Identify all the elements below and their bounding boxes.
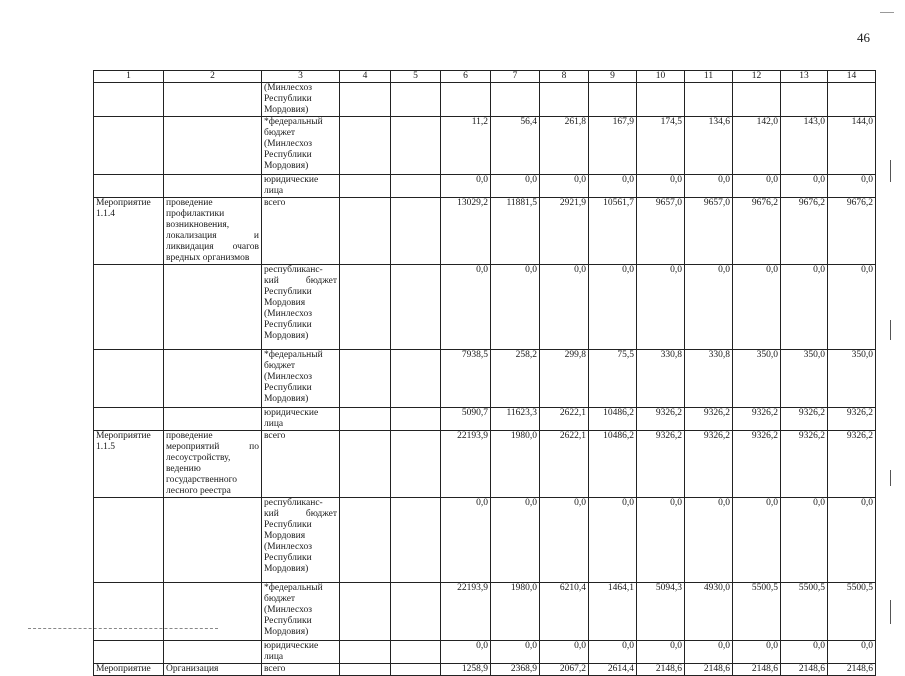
table-row [94,350,876,408]
funding-source-cell: всего [262,198,340,265]
funding-source-cell: *федеральный бюджет (Минлесхоз Республики Мордовия) [262,583,340,641]
value-cell: 2622,1 [540,431,589,498]
value-cell: 167,9 [589,117,637,175]
value-cell: 2921,9 [540,198,589,265]
funding-source-cell: всего [262,664,340,676]
description-cell [164,175,262,198]
value-cell: 2067,2 [540,664,589,676]
value-cell: 2148,6 [828,664,876,676]
value-cell: 1464,1 [589,583,637,641]
value-cell: 2614,4 [589,664,637,676]
value-cell: 1258,9 [441,664,491,676]
description-cell: проведение мероприятий по лесоустройству, ведению государственного лесного реестра [164,431,262,498]
value-cell: 0,0 [589,265,637,350]
empty-cell [391,117,441,175]
value-cell: 9657,0 [685,198,733,265]
value-cell: 0,0 [781,498,828,583]
empty-cell [340,198,391,265]
value-cell: 9326,2 [781,431,828,498]
value-cell [441,83,491,117]
value-cell [733,83,781,117]
description-cell: проведение профилактики возникновения, локализация и ликвидация очагов вредных организмов [164,198,262,265]
column-number-row [94,71,876,83]
column-header: 11 [685,71,733,83]
value-cell: 0,0 [733,265,781,350]
empty-cell [391,431,441,498]
scan-edge-mark [890,320,891,340]
value-cell: 2622,1 [540,408,589,431]
value-cell: 13029,2 [441,198,491,265]
column-header: 14 [828,71,876,83]
value-cell: 2148,6 [637,664,685,676]
measure-cell [94,498,164,583]
value-cell: 10561,7 [589,198,637,265]
value-cell: 144,0 [828,117,876,175]
value-cell: 10486,2 [589,408,637,431]
funding-source-cell: юридические лица [262,408,340,431]
description-cell [164,350,262,408]
empty-cell [391,498,441,583]
value-cell: 0,0 [733,498,781,583]
value-cell: 0,0 [540,175,589,198]
description-cell [164,583,262,641]
value-cell: 5500,5 [828,583,876,641]
table-row [94,583,876,641]
value-cell: 0,0 [637,265,685,350]
empty-cell [391,350,441,408]
value-cell: 143,0 [781,117,828,175]
measure-cell [94,583,164,641]
measure-cell [94,408,164,431]
column-header: 2 [164,71,262,83]
value-cell: 0,0 [781,175,828,198]
value-cell: 350,0 [781,350,828,408]
value-cell: 0,0 [828,265,876,350]
value-cell: 10486,2 [589,431,637,498]
table-row [94,265,876,350]
value-cell: 0,0 [637,175,685,198]
value-cell: 9326,2 [637,431,685,498]
empty-cell [340,83,391,117]
column-header: 6 [441,71,491,83]
value-cell [828,83,876,117]
value-cell: 9326,2 [733,431,781,498]
value-cell: 0,0 [491,175,540,198]
empty-cell [391,408,441,431]
table-row [94,498,876,583]
scan-edge-mark [890,160,891,182]
value-cell: 134,6 [685,117,733,175]
value-cell: 9326,2 [685,431,733,498]
value-cell: 5090,7 [441,408,491,431]
table-row [94,83,876,117]
value-cell: 75,5 [589,350,637,408]
value-cell: 142,0 [733,117,781,175]
empty-cell [340,265,391,350]
value-cell: 6210,4 [540,583,589,641]
funding-source-cell: республиканс-кий бюджет Республики Мордовия (Минлесхоз Республики Мордовия) [262,265,340,350]
value-cell: 9326,2 [637,408,685,431]
table-row [94,198,876,265]
measure-cell [94,117,164,175]
funding-source-cell: республиканс-кий бюджет Республики Мордовия (Минлесхоз Республики Мордовия) [262,498,340,583]
scan-mark [880,12,894,13]
value-cell: 0,0 [685,641,733,664]
column-header: 5 [391,71,441,83]
empty-cell [340,664,391,676]
value-cell: 0,0 [441,265,491,350]
value-cell: 2148,6 [781,664,828,676]
measure-cell: Мероприятие 1.1.4 [94,198,164,265]
empty-cell [340,583,391,641]
value-cell: 2148,6 [685,664,733,676]
measure-cell: Мероприятие [94,664,164,676]
value-cell: 0,0 [441,175,491,198]
value-cell: 0,0 [733,175,781,198]
value-cell: 4930,0 [685,583,733,641]
empty-cell [391,175,441,198]
empty-cell [391,83,441,117]
value-cell: 0,0 [828,175,876,198]
value-cell: 9657,0 [637,198,685,265]
value-cell: 0,0 [685,175,733,198]
value-cell [589,83,637,117]
table-row [94,117,876,175]
value-cell: 9326,2 [781,408,828,431]
value-cell: 11623,3 [491,408,540,431]
column-header: 3 [262,71,340,83]
description-cell [164,498,262,583]
column-header: 13 [781,71,828,83]
value-cell: 9676,2 [828,198,876,265]
column-header: 9 [589,71,637,83]
value-cell: 9326,2 [733,408,781,431]
value-cell: 0,0 [589,175,637,198]
value-cell: 1980,0 [491,431,540,498]
value-cell: 0,0 [491,641,540,664]
value-cell: 9326,2 [828,408,876,431]
value-cell: 0,0 [589,498,637,583]
value-cell: 0,0 [540,641,589,664]
value-cell: 0,0 [685,265,733,350]
value-cell: 0,0 [441,641,491,664]
funding-source-cell: юридические лица [262,175,340,198]
empty-cell [340,641,391,664]
empty-cell [340,117,391,175]
table-row [94,664,876,676]
value-cell: 0,0 [491,498,540,583]
value-cell: 330,8 [637,350,685,408]
empty-cell [340,498,391,583]
value-cell: 350,0 [733,350,781,408]
measure-cell [94,265,164,350]
value-cell: 330,8 [685,350,733,408]
table-row [94,408,876,431]
value-cell: 174,5 [637,117,685,175]
column-header: 4 [340,71,391,83]
value-cell: 0,0 [781,641,828,664]
value-cell: 0,0 [637,498,685,583]
funding-source-cell: *федеральный бюджет (Минлесхоз Республики Мордовия) [262,350,340,408]
value-cell: 9676,2 [781,198,828,265]
measure-cell [94,175,164,198]
column-header: 1 [94,71,164,83]
value-cell [637,83,685,117]
description-cell [164,265,262,350]
empty-cell [391,265,441,350]
value-cell: 299,8 [540,350,589,408]
measure-cell [94,350,164,408]
empty-cell [391,641,441,664]
empty-cell [391,664,441,676]
column-header: 8 [540,71,589,83]
description-cell [164,641,262,664]
measure-cell [94,83,164,117]
value-cell: 0,0 [540,498,589,583]
value-cell: 1980,0 [491,583,540,641]
value-cell: 22193,9 [441,583,491,641]
measure-cell: Мероприятие 1.1.5 [94,431,164,498]
value-cell: 0,0 [589,641,637,664]
column-header: 10 [637,71,685,83]
value-cell: 11881,5 [491,198,540,265]
value-cell: 0,0 [781,265,828,350]
value-cell: 56,4 [491,117,540,175]
value-cell: 9326,2 [685,408,733,431]
measure-cell [94,641,164,664]
table-row [94,641,876,664]
empty-cell [340,408,391,431]
funding-source-cell: юридические лица [262,641,340,664]
value-cell: 258,2 [491,350,540,408]
description-cell [164,117,262,175]
value-cell: 2368,9 [491,664,540,676]
table-row [94,175,876,198]
empty-cell [340,175,391,198]
empty-cell [340,431,391,498]
page-number: 46 [857,30,870,45]
value-cell: 11,2 [441,117,491,175]
funding-source-cell: *федеральный бюджет (Минлесхоз Республики Мордовия) [262,117,340,175]
value-cell: 0,0 [441,498,491,583]
scan-edge-mark [890,600,891,624]
description-cell: Организация [164,664,262,676]
funding-source-cell: (Минлесхоз Республики Мордовия) [262,83,340,117]
empty-cell [340,350,391,408]
value-cell [781,83,828,117]
description-cell [164,408,262,431]
value-cell: 0,0 [540,265,589,350]
budget-table [93,70,876,676]
column-header: 7 [491,71,540,83]
value-cell: 5094,3 [637,583,685,641]
empty-cell [391,198,441,265]
value-cell [685,83,733,117]
value-cell: 0,0 [491,265,540,350]
empty-cell [391,583,441,641]
table-row [94,431,876,498]
value-cell [491,83,540,117]
description-cell [164,83,262,117]
value-cell: 0,0 [733,641,781,664]
value-cell [540,83,589,117]
value-cell: 0,0 [828,641,876,664]
value-cell: 261,8 [540,117,589,175]
column-header: 12 [733,71,781,83]
value-cell: 0,0 [637,641,685,664]
value-cell: 350,0 [828,350,876,408]
scan-edge-mark [890,470,891,486]
value-cell: 9676,2 [733,198,781,265]
value-cell: 0,0 [828,498,876,583]
value-cell: 2148,6 [733,664,781,676]
funding-source-cell: всего [262,431,340,498]
value-cell: 5500,5 [733,583,781,641]
value-cell: 5500,5 [781,583,828,641]
value-cell: 9326,2 [828,431,876,498]
value-cell: 7938,5 [441,350,491,408]
value-cell: 22193,9 [441,431,491,498]
value-cell: 0,0 [685,498,733,583]
